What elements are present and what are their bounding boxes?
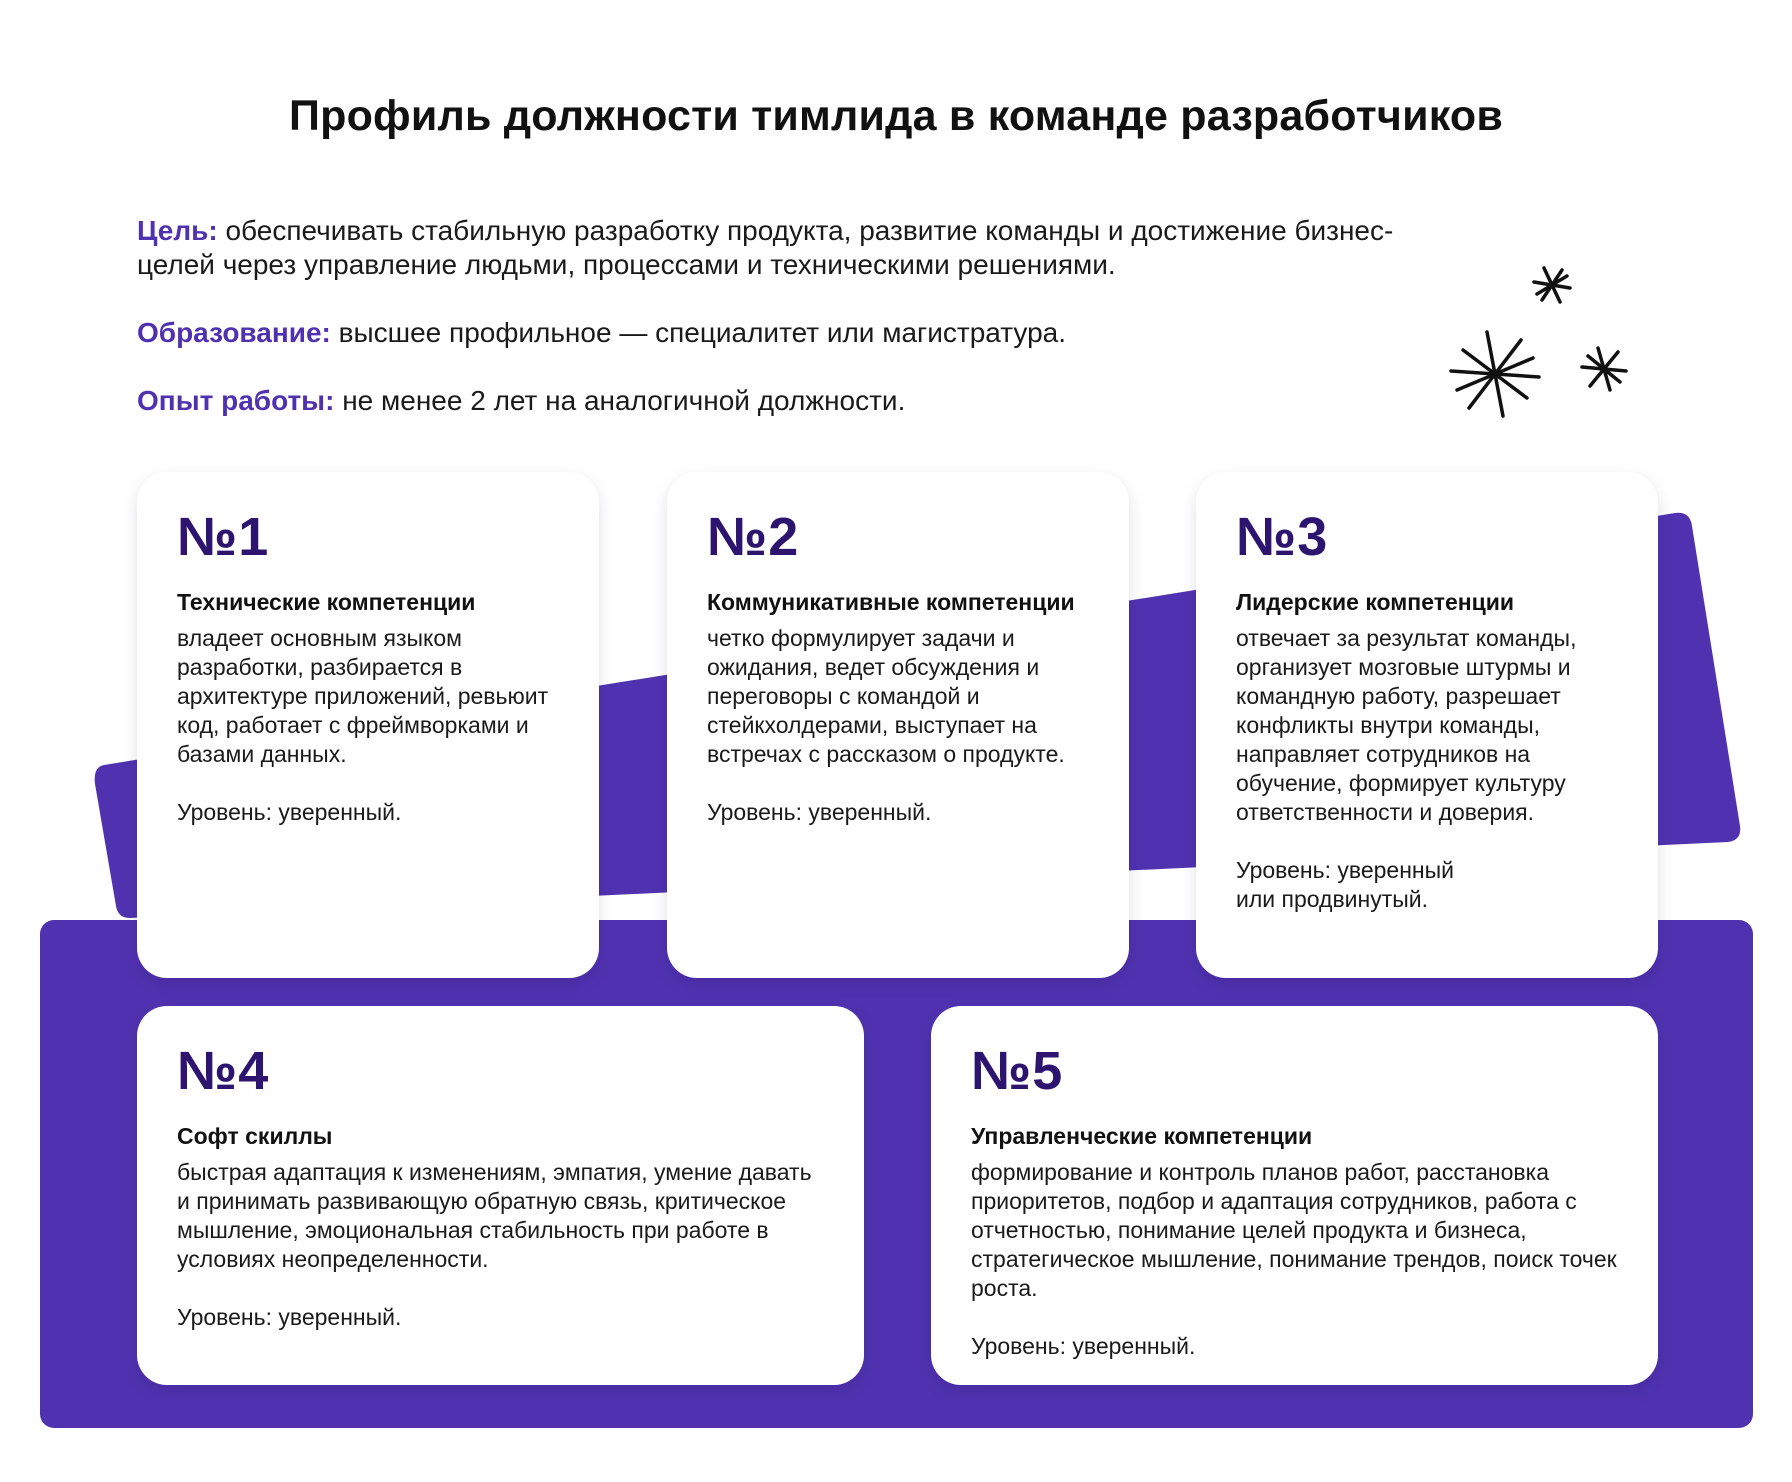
card-number: №4: [177, 1041, 270, 1101]
competency-card-leadership: [1196, 472, 1658, 978]
card-number: №3: [1236, 507, 1329, 567]
card-title: Софт скиллы: [177, 1123, 333, 1149]
card-number: №2: [707, 507, 800, 567]
card-description: быстрая адаптация к изменениям, эмпатия, умение давать и принимать развивающую обратную связь, критическое мышление, эмоциональная стабильность при работе в условиях неопределенности.: [177, 1159, 812, 1272]
medium-star-icon: [1582, 348, 1626, 390]
card-description: владеет основным языком разработки, разбирается в архитектуре приложений, ревьюит код, работает с фреймворками и базами данных.: [177, 625, 549, 767]
competency-card-soft-skills: [137, 1006, 864, 1385]
card-description: формирование и контроль планов работ, расстановка приоритетов, подбор и адаптация сотрудников, работа с отчетностью, понимание целей продукта и бизнеса, стратегическое мышление, понимание трендов, поиск точек роста.: [971, 1159, 1617, 1301]
card-level: Уровень: уверенный.: [177, 799, 402, 825]
card-level: Уровень: уверенный.: [177, 1304, 402, 1330]
education-paragraph: [137, 316, 1437, 350]
experience-text: не менее 2 лет на аналогичной должности.: [334, 385, 906, 416]
card-title: Технические компетенции: [177, 589, 476, 615]
card-description: отвечает за результат команды, организует мозговые штурмы и командную работу, разрешает конфликты внутри команды, направляет сотрудников на обучение, формирует культуру ответственности и доверия.: [1236, 625, 1577, 825]
competency-card-communication: [667, 472, 1129, 978]
large-star-icon: [1451, 332, 1539, 416]
education-text: высшее профильное — специалитет или магистратура.: [330, 317, 1066, 348]
card-level: Уровень: уверенный.: [971, 1333, 1196, 1359]
card-title: Коммуникативные компетенции: [707, 589, 1075, 615]
goal-text: обеспечивать стабильную разработку продукта, развитие команды и достижение бизнес-целей через управление людьми, процессами и техническими решениями.: [137, 215, 1394, 280]
small-star-icon: [1534, 268, 1570, 302]
card-number: №1: [177, 507, 270, 567]
card-level: Уровень: уверенный.: [707, 799, 932, 825]
card-title: Управленческие компетенции: [971, 1123, 1313, 1149]
card-description: четко формулирует задачи и ожидания, ведет обсуждения и переговоры с командой и стейкхолдерами, выступает на встречах с рассказом о продукте.: [707, 625, 1065, 767]
card-level: Уровень: уверенный или продвинутый.: [1236, 857, 1454, 912]
goal-paragraph: [137, 214, 1437, 282]
experience-label: Опыт работы:: [137, 385, 335, 416]
experience-paragraph: [137, 384, 1437, 418]
competency-card-management: [931, 1006, 1658, 1385]
page-title: Профиль должности тимлида в команде разработчиков: [289, 92, 1503, 140]
goal-label: Цель:: [137, 215, 218, 246]
education-label: Образование:: [137, 317, 331, 348]
competency-card-technical: [137, 472, 599, 978]
card-number: №5: [971, 1041, 1064, 1101]
star-doodles-icon: [1440, 258, 1640, 428]
card-title: Лидерские компетенции: [1236, 589, 1515, 615]
